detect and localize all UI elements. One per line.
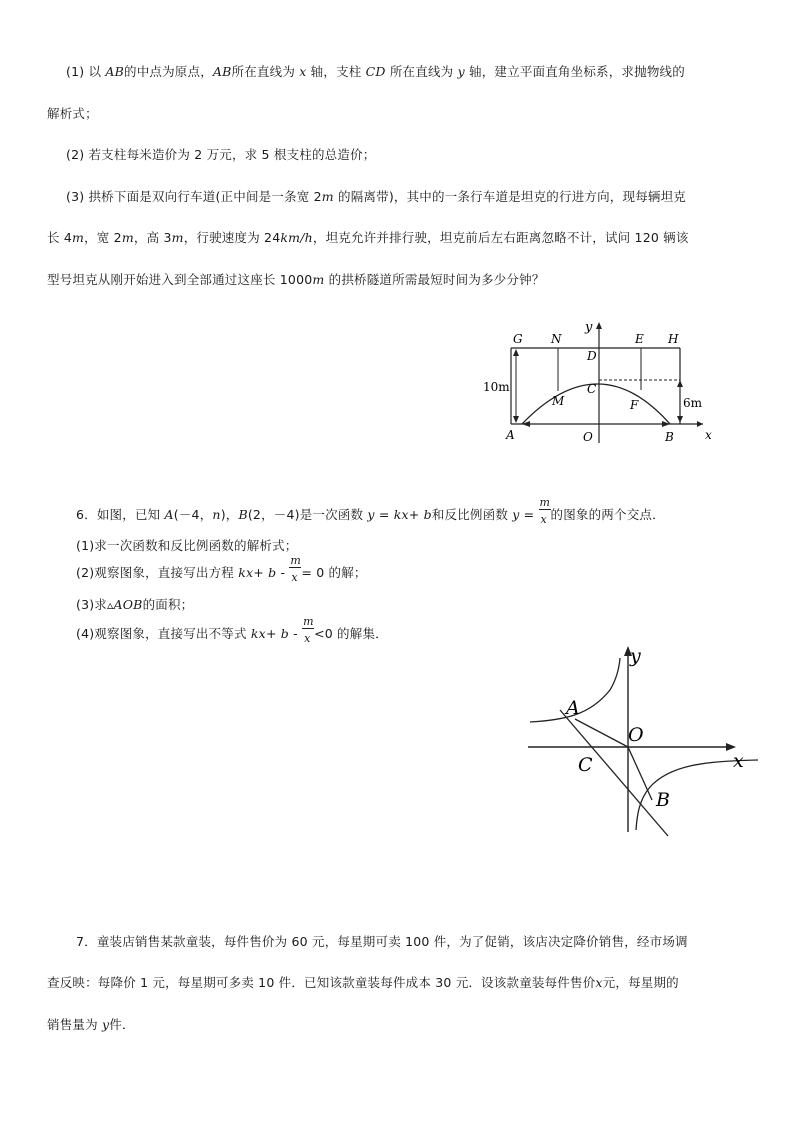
label-a: A [566, 697, 580, 719]
text: ，高 3 [133, 230, 172, 245]
var-y: y [367, 507, 375, 522]
text: 所在直线为 [389, 64, 454, 79]
q7-line1 [76, 932, 688, 950]
text: 轴，支柱 [310, 64, 362, 79]
var-y: y [512, 507, 520, 522]
text: (3) 拱桥下面是双向行车道(正中间是一条宽 2 [66, 189, 322, 204]
text: (2) 若支柱每米造价为 2 万元，求 5 根支柱的总造价； [66, 147, 376, 162]
text: 的图象的两个交点． [550, 507, 665, 522]
var-x: x [299, 64, 307, 79]
q5-part2 [66, 145, 375, 163]
function-graph-figure [520, 640, 760, 840]
label-b: B [656, 789, 670, 811]
var-b: b [280, 626, 289, 641]
label-e: E [635, 332, 644, 346]
q5-p1-prefix: (1) 以 [66, 64, 102, 79]
q6-line4 [76, 595, 193, 613]
term-kx: kx [238, 565, 254, 580]
segment-oa [575, 719, 628, 747]
point-a: A [164, 507, 174, 522]
text: (－4， [173, 507, 213, 522]
var-n: n [212, 507, 221, 522]
unit: m [171, 230, 184, 245]
text: 的隔离带)，其中的一条行车道是坦克的行进方向，现每辆坦克 [333, 189, 687, 204]
text: 长 4 [47, 230, 73, 245]
q5-part1-line2 [47, 104, 98, 122]
label-d: D [587, 349, 597, 363]
var-y: y [102, 1017, 110, 1032]
dim-arrow [513, 349, 519, 356]
label-h: H [668, 332, 679, 346]
var-y: y [457, 64, 465, 79]
segment-cd: CD [365, 64, 386, 79]
text: ，坦克允许并排行驶，坦克前后左右距离忽略不计，试问 120 辆该 [312, 230, 689, 245]
text: = 0 的解； [301, 565, 367, 580]
text: - [276, 565, 290, 580]
line-ab [560, 710, 668, 836]
label-o: O [583, 430, 593, 444]
text: )， [220, 507, 239, 522]
text: (2)观察图象，直接写出方程 [76, 565, 235, 580]
text: 元，每星期的 [602, 975, 679, 990]
q5-part3-line3 [47, 270, 545, 288]
label-f: F [630, 398, 639, 412]
text: ，行驶速度为 24 [183, 230, 281, 245]
label-c: C [587, 382, 597, 396]
text: 的面积； [142, 597, 194, 612]
label-g: G [513, 332, 523, 346]
denominator: x [304, 632, 311, 645]
dim-arrow [677, 380, 683, 387]
unit: km/h [280, 230, 313, 245]
q5-part1-line1 [66, 62, 685, 80]
text: 的中点为原点， [124, 64, 213, 79]
label-y: y [630, 645, 641, 667]
text: = [519, 507, 539, 522]
point-b: B [238, 507, 248, 522]
segment-ab: AB [212, 64, 232, 79]
label-x: x [733, 750, 744, 772]
dim-arrow [513, 416, 519, 423]
label-b: B [665, 430, 674, 444]
fraction-m-over-x [289, 554, 301, 584]
text: (4)观察图象，直接写出不等式 [76, 626, 247, 641]
unit: m [321, 189, 334, 204]
q5-part3-line2 [47, 228, 689, 246]
dim-arrow [677, 416, 683, 423]
var-x: x [595, 975, 603, 990]
q7-line2 [47, 973, 679, 991]
fraction-m-over-x [302, 615, 314, 645]
text: - [289, 626, 303, 641]
text: 轴，建立平面直角坐标系，求抛物线的 [469, 64, 685, 79]
unit: m [121, 230, 134, 245]
text: 件． [109, 1017, 135, 1032]
q5-part3-line1 [66, 187, 686, 205]
text: 查反映：每降价 1 元，每星期可多卖 10 件．已知该款童装每件成本 30 元．设该款童装每件售价 [47, 975, 596, 990]
label-c: C [578, 754, 593, 776]
numerator: m [539, 496, 551, 509]
denominator: x [540, 513, 547, 526]
text: 7．童装店销售某款童装，每件售价为 60 元，每星期可卖 100 件，为了促销，该店决定降价销售，经市场调 [76, 934, 688, 949]
text: 和反比例函数 [431, 507, 509, 522]
label-o: O [628, 724, 644, 746]
triangle-symbol: ▵ [107, 597, 114, 612]
numerator: m [290, 554, 301, 567]
text: (3)求 [76, 597, 108, 612]
text: (1)求一次函数和反比例函数的解析式； [76, 538, 298, 553]
text: 所在直线为 [231, 64, 296, 79]
label-m: M [552, 394, 565, 408]
text: 的拱桥隧道所需最短时间为多少分钟？ [324, 272, 545, 287]
triangle-aob: AOB [113, 597, 143, 612]
q6-line1 [76, 496, 665, 526]
text: <0 的解集． [314, 626, 388, 641]
numerator: m [303, 615, 314, 628]
text: 6．如图，已知 [76, 507, 161, 522]
term-kx: kx [393, 507, 409, 522]
text: ，宽 2 [84, 230, 122, 245]
text: 型号坦克从刚开始进入到全部通过这座长 1000 [47, 272, 313, 287]
q6-line2 [76, 536, 298, 554]
var-b: b [268, 565, 277, 580]
text: = [374, 507, 394, 522]
x-axis-arrow [697, 421, 703, 427]
segment-ab: AB [105, 64, 124, 79]
q7-line3 [47, 1015, 135, 1033]
term-kx: kx [250, 626, 266, 641]
var-b: b [423, 507, 432, 522]
text: 解析式； [47, 106, 98, 121]
unit: m [312, 272, 325, 287]
text: + [253, 565, 269, 580]
label-n: N [551, 332, 562, 346]
bridge-arch-figure [478, 318, 728, 448]
text: + [408, 507, 424, 522]
label-a: A [506, 428, 515, 442]
label-x: x [705, 428, 712, 442]
label-y: y [585, 320, 593, 335]
text: + [265, 626, 281, 641]
denominator: x [291, 571, 298, 584]
label-10m: 10m [483, 380, 510, 394]
segment-ob [628, 747, 652, 800]
q6-line3 [76, 554, 367, 584]
fraction-m-over-x [539, 496, 551, 526]
unit: m [72, 230, 85, 245]
text: 销售量为 [47, 1017, 98, 1032]
q6-line5 [76, 615, 388, 645]
y-axis-arrow [596, 322, 602, 329]
text: (2，－4)是一次函数 [247, 507, 364, 522]
label-6m: 6m [683, 396, 703, 410]
